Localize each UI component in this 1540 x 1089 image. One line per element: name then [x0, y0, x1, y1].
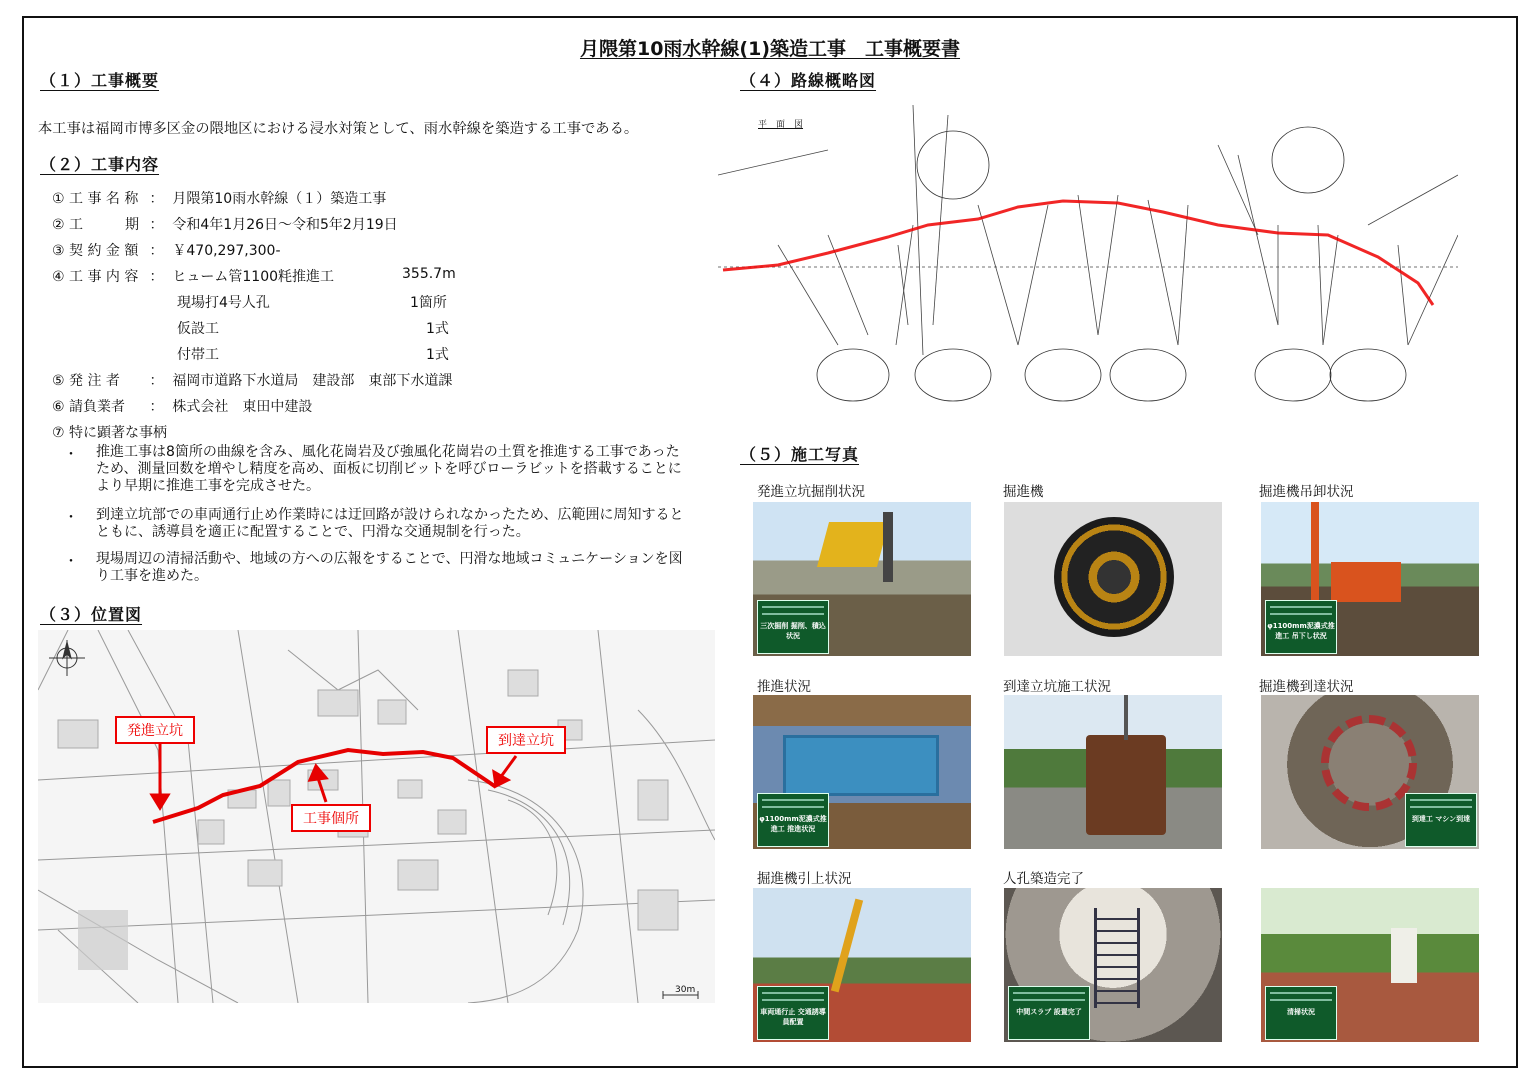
content-row: ③ 契 約 金 額 ： ￥470,297,300- [52, 243, 281, 259]
section-contents-heading: （２）工事内容 [40, 155, 160, 174]
map-scale: 30m [675, 985, 696, 995]
special-note: 推進工事は8箇所の曲線を含み、風化花崗岩及び強風化花崗岩の土質を推進する工事であったため、測量回数を増やし精度を高め、面板に切削ビットを呼びローラビットを搭載することにより早期に推進工事を完成させた。 [96, 444, 682, 494]
content-row: ① 工 事 名 称 ： 月隈第10雨水幹線（１）築造工事 [52, 191, 387, 207]
site-label: 工事個所 [291, 804, 371, 832]
route-plan-drawing [718, 95, 1458, 415]
work-item-name: 付帯工 [177, 347, 219, 363]
photo-caption: 発進立坑掘削状況 [757, 484, 865, 500]
special-note: 現場周辺の清掃活動や、地域の方への広報をすることで、円滑な地域コミュニケーションを図り工事を進めた。 [96, 551, 683, 584]
section-route-heading: （４）路線概略図 [740, 71, 877, 90]
party-row: ⑤ 発 注 者 ： 福岡市道路下水道局 建設部 東部下水道課 [52, 373, 453, 389]
route-plan-svg [718, 95, 1458, 415]
special-heading: ⑦ 特に顕著な事柄 [52, 425, 168, 441]
start-shaft-label: 発進立坑 [115, 716, 195, 744]
bullet-mark: ・ [64, 447, 78, 463]
photo-caption: 人孔築造完了 [1003, 871, 1084, 887]
photo-board-text: 車両通行止 交通誘導員配置 [760, 1008, 826, 1026]
photo-board-text: 中間スラブ 設置完了 [1016, 1008, 1082, 1016]
content-row: ④ 工 事 内 容 ： ヒューム管1100粍推進工 [52, 269, 335, 285]
photo-caption: 掘進機 [1003, 484, 1044, 500]
end-shaft-label: 到達立坑 [486, 726, 566, 754]
photo-tunneling-machine [1004, 502, 1222, 656]
section-photos-heading: （５）施工写真 [740, 445, 860, 464]
section-location-heading: （３）位置図 [40, 605, 143, 624]
photo-board-text: 清掃状況 [1287, 1008, 1315, 1016]
content-qty: 355.7m [402, 266, 456, 282]
map-drawing [38, 630, 715, 1003]
photo-caption: 推進状況 [757, 679, 811, 695]
ip-circles [817, 127, 1406, 401]
special-note: 到達立坑部での車両通行止め作業時には迂回路が設けられなかったため、広範囲に周知するとともに、誘導員を適正に配置することで、円滑な交通規制を行った。 [96, 507, 684, 540]
photo-machine-lowering [1261, 502, 1479, 656]
bullet-mark: ・ [64, 510, 78, 526]
photo-manhole-complete [1004, 888, 1222, 1042]
location-map [38, 630, 715, 1003]
photo-caption: 掘進機吊卸状況 [1259, 484, 1354, 500]
photo-caption: 到達立坑施工状況 [1003, 679, 1111, 695]
work-item-qty: 1式 [426, 347, 449, 363]
route-line [723, 201, 1433, 305]
page-title: 月隈第10雨水幹線(1)築造工事 工事概要書 [579, 38, 961, 60]
work-item-name: 現場打4号人孔 [177, 295, 270, 311]
content-row: ② 工 期 ： 令和4年1月26日～令和5年2月19日 [52, 217, 398, 233]
work-item-qty: 1箇所 [410, 295, 447, 311]
north-arrow-icon [49, 640, 85, 676]
photo-jacking [753, 695, 971, 849]
photo-board-text: 到達工 マシン到達 [1411, 815, 1471, 823]
section-overview-heading: （１）工事概要 [40, 71, 160, 90]
photo-machine-arrival [1261, 695, 1479, 849]
party-row: ⑥ 請負業者 ： 株式会社 東田中建設 [52, 399, 313, 415]
work-item-qty: 1式 [426, 321, 449, 337]
work-item-name: 仮設工 [177, 321, 219, 337]
plan-view-label: 平 面 図 [758, 120, 804, 130]
photo-board-text: φ1100mm泥濃式推進工 吊下し状況 [1267, 622, 1335, 640]
photo-caption: 掘進機引上状況 [757, 871, 852, 887]
photo-start-shaft-excavation [753, 502, 971, 656]
photo-caption: 掘進機到達状況 [1259, 679, 1354, 695]
bullet-mark: ・ [64, 554, 78, 570]
photo-machine-lifting [753, 888, 971, 1042]
photo-board-text: 三次掘削 掘削、積込状況 [760, 622, 826, 640]
photo-arrival-shaft [1004, 695, 1222, 849]
photo-cleaning [1261, 888, 1479, 1042]
overview-text: 本工事は福岡市博多区金の隈地区における浸水対策として、雨水幹線を築造する工事である。 [38, 121, 639, 137]
photo-board-text: φ1100mm泥濃式推進工 推進状況 [759, 815, 827, 833]
